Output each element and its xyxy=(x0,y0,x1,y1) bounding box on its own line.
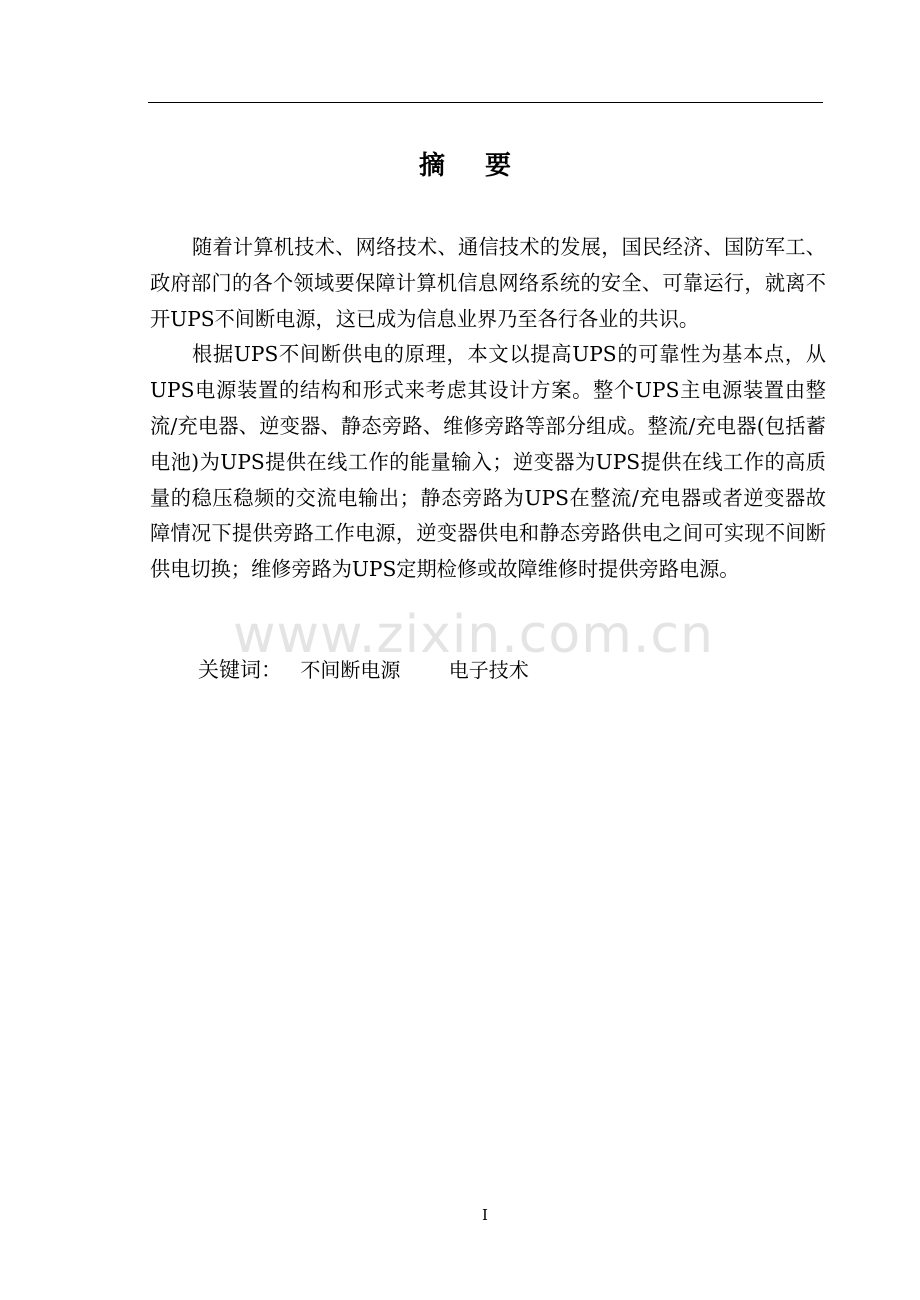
keyword-2: 电子技术 xyxy=(448,658,529,682)
keyword-1: 不间断电源 xyxy=(300,658,401,682)
keywords-label: 关键词： xyxy=(198,658,282,682)
keywords-line xyxy=(198,653,571,687)
page-title: 摘要 xyxy=(418,151,551,181)
abstract-paragraph-1: 随着计算机技术、网络技术、通信技术的发展，国民经济、国防军工、政府部门的各个领域要保障计算机信息网络系统的安全、可靠运行，就离不开UPS不间断电源，这已成为信息业界乃至各行各业的共识。 xyxy=(150,235,826,331)
header-rule xyxy=(148,102,823,103)
abstract-paragraph-2: 根据UPS不间断供电的原理，本文以提高UPS的可靠性为基本点，从UPS电源装置的结构和形式来考虑其设计方案。整个UPS主电源装置由整流/充电器、逆变器、静态旁路、维修旁路等部分组成。整流/充电器(包括蓄电池)为UPS提供在线工作的能量输入；逆变器为UPS提供在线工作的高质量的稳压稳频的交流电输出；静态旁路为UPS在整流/充电器或者逆变器故障情况下提供旁路工作电源，逆变器供电和静态旁路供电之间可实现不间断供电切换；维修旁路为UPS定期检修或故障维修时提供旁路电源。 xyxy=(150,342,826,582)
abstract-body xyxy=(150,230,826,588)
watermark: www.zixin.com.cn xyxy=(233,605,714,665)
page-number: I xyxy=(482,1206,488,1224)
